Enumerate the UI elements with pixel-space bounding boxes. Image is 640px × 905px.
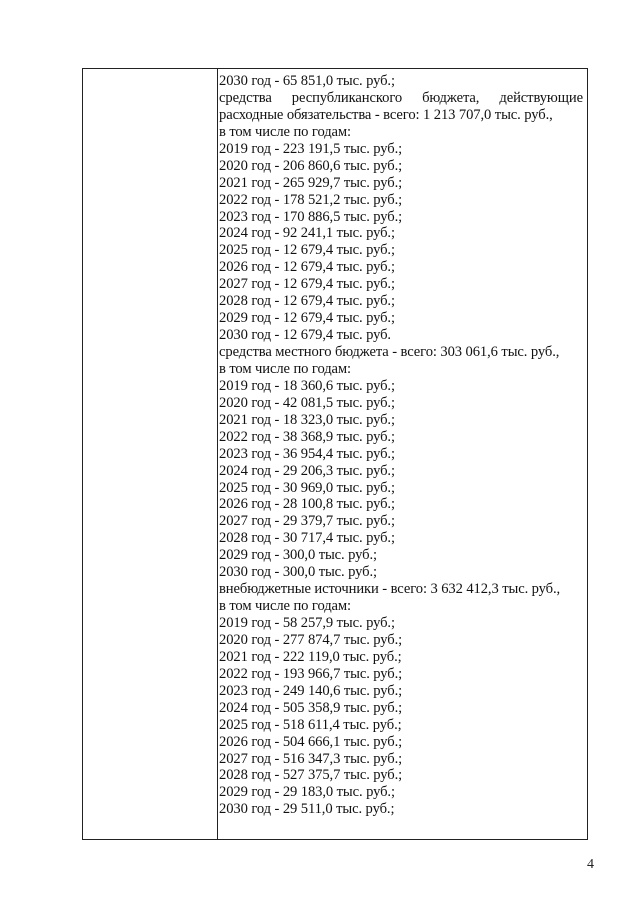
- text-line: 2029 год - 29 183,0 тыс. руб.;: [219, 784, 395, 801]
- text-line: 2026 год - 504 666,1 тыс. руб.;: [219, 733, 403, 750]
- text-line: 2029 год - 300,0 тыс. руб.;: [219, 547, 377, 564]
- table-right-cell: [219, 73, 583, 839]
- text-line: 2021 год - 18 323,0 тыс. руб.;: [219, 411, 395, 428]
- text-line: 2028 год - 30 717,4 тыс. руб.;: [219, 530, 395, 547]
- text-line: 2025 год - 518 611,4 тыс. руб.;: [219, 716, 402, 733]
- text-line: 2019 год - 58 257,9 тыс. руб.;: [219, 615, 395, 631]
- text-line: в том числе по годам:: [219, 360, 352, 377]
- text-line: 2030 год - 12 679,4 тыс. руб.: [219, 327, 391, 344]
- text-line: 2019 год - 223 191,5 тыс. руб.;: [219, 140, 403, 157]
- text-line: внебюджетные источники - всего: 3 632 412,3 тыс. руб.,: [219, 581, 561, 598]
- text-line: 2026 год - 12 679,4 тыс. руб.;: [219, 259, 395, 276]
- text-line: 2024 год - 92 241,1 тыс. руб.;: [219, 225, 395, 242]
- text-line: 2024 год - 29 206,3 тыс. руб.;: [219, 462, 395, 479]
- text-line: в том числе по годам:: [219, 123, 352, 140]
- word: бюджета,: [422, 89, 480, 106]
- word: действующие: [499, 89, 583, 106]
- budget-table: [82, 68, 588, 840]
- text-line: в том числе по годам:: [219, 598, 352, 615]
- text-line-justified: [219, 90, 583, 107]
- text-line: 2022 год - 193 966,7 тыс. руб.;: [219, 665, 403, 682]
- text-line: 2020 год - 277 874,7 тыс. руб.;: [219, 631, 403, 648]
- text-line: 2022 год - 38 368,9 тыс. руб.;: [219, 428, 395, 445]
- text-line: 2022 год - 178 521,2 тыс. руб.;: [219, 191, 403, 208]
- text-line: 2020 год - 206 860,6 тыс. руб.;: [219, 157, 403, 174]
- word: средства: [219, 89, 272, 106]
- text-line: 2023 год - 36 954,4 тыс. руб.;: [219, 445, 395, 462]
- text-line: 2021 год - 265 929,7 тыс. руб.;: [219, 174, 403, 191]
- text-line: 2027 год - 29 379,7 тыс. руб.;: [219, 513, 395, 530]
- table-column-divider: [217, 69, 218, 839]
- text-line: 2023 год - 170 886,5 тыс. руб.;: [219, 208, 403, 225]
- text-line: 2027 год - 516 347,3 тыс. руб.;: [219, 750, 403, 767]
- text-line: 2029 год - 12 679,4 тыс. руб.;: [219, 310, 395, 327]
- text-line: 2028 год - 12 679,4 тыс. руб.;: [219, 293, 395, 310]
- text-line: 2026 год - 28 100,8 тыс. руб.;: [219, 496, 395, 513]
- text-line: 2030 год - 300,0 тыс. руб.;: [219, 564, 377, 581]
- word: республиканского: [291, 89, 403, 106]
- text-line: 2023 год - 249 140,6 тыс. руб.;: [219, 682, 403, 699]
- text-line: средства местного бюджета - всего: 303 061,6 тыс. руб.,: [219, 344, 560, 360]
- text-line: 2025 год - 12 679,4 тыс. руб.;: [219, 242, 395, 259]
- text-line: расходные обязательства - всего: 1 213 707,0 тыс. руб.,: [219, 106, 553, 123]
- text-line: 2030 год - 65 851,0 тыс. руб.;: [219, 73, 395, 89]
- text-line: 2021 год - 222 119,0 тыс. руб.;: [219, 648, 402, 665]
- text-line: 2025 год - 30 969,0 тыс. руб.;: [219, 479, 395, 496]
- text-line: 2019 год - 18 360,6 тыс. руб.;: [219, 377, 395, 394]
- text-line: 2020 год - 42 081,5 тыс. руб.;: [219, 394, 395, 411]
- text-line: 2024 год - 505 358,9 тыс. руб.;: [219, 699, 403, 716]
- table-left-cell: [83, 69, 217, 839]
- text-line: 2028 год - 527 375,7 тыс. руб.;: [219, 767, 403, 784]
- text-line: 2027 год - 12 679,4 тыс. руб.;: [219, 276, 395, 293]
- text-line: 2030 год - 29 511,0 тыс. руб.;: [219, 801, 395, 818]
- page-number: 4: [587, 857, 594, 872]
